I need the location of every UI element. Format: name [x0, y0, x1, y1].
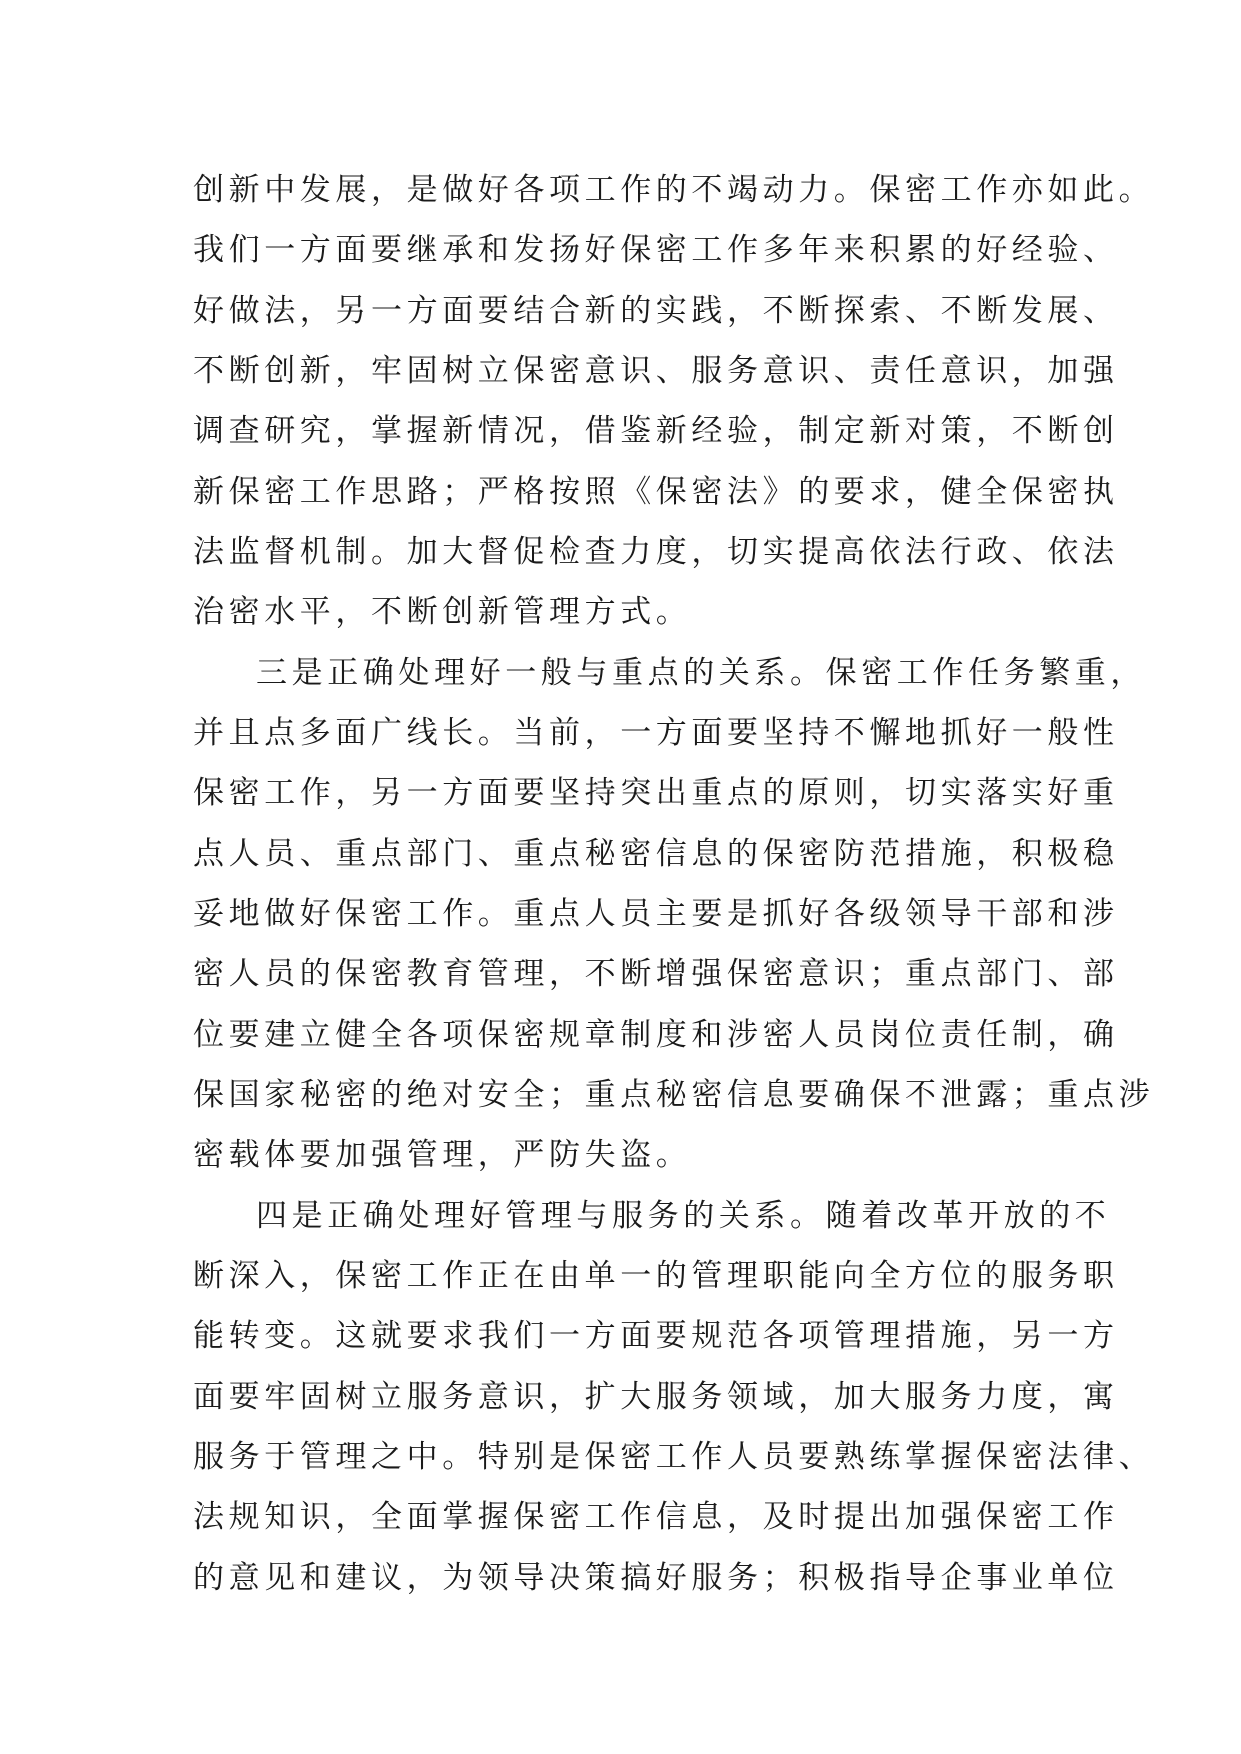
text-line: 并且点多面广线长。当前，一方面要坚持不懈地抓好一般性 — [193, 715, 1119, 751]
text-line: 不断创新，牢固树立保密意识、服务意识、责任意识，加强 — [193, 353, 1119, 389]
text-line: 新保密工作思路；严格按照《保密法》的要求，健全保密执 — [193, 474, 1119, 510]
text-line: 断深入，保密工作正在由单一的管理职能向全方位的服务职 — [193, 1258, 1119, 1294]
text-line: 能转变。这就要求我们一方面要规范各项管理措施，另一方 — [193, 1318, 1119, 1354]
text-line: 法规知识，全面掌握保密工作信息，及时提出加强保密工作 — [193, 1499, 1119, 1535]
text-line: 服务于管理之中。特别是保密工作人员要熟练掌握保密法律、 — [193, 1439, 1155, 1475]
text-line: 妥地做好保密工作。重点人员主要是抓好各级领导干部和涉 — [193, 896, 1119, 932]
text-line: 好做法，另一方面要结合新的实践，不断探索、不断发展、 — [193, 293, 1119, 329]
text-line: 创新中发展，是做好各项工作的不竭动力。保密工作亦如此。 — [193, 172, 1155, 208]
text-line: 我们一方面要继承和发扬好保密工作多年来积累的好经验、 — [193, 232, 1119, 268]
text-line: 密载体要加强管理，严防失盗。 — [193, 1137, 692, 1173]
paragraph-start-line: 四是正确处理好管理与服务的关系。随着改革开放的不 — [256, 1198, 1111, 1234]
paragraph-start-line: 三是正确处理好一般与重点的关系。保密工作任务繁重， — [256, 655, 1146, 691]
text-line: 治密水平，不断创新管理方式。 — [193, 594, 692, 630]
text-line: 保国家秘密的绝对安全；重点秘密信息要确保不泄露；重点涉 — [193, 1077, 1155, 1113]
text-line: 面要牢固树立服务意识，扩大服务领域，加大服务力度，寓 — [193, 1379, 1119, 1415]
text-line: 点人员、重点部门、重点秘密信息的保密防范措施，积极稳 — [193, 836, 1119, 872]
text-line: 位要建立健全各项保密规章制度和涉密人员岗位责任制，确 — [193, 1017, 1119, 1053]
text-line: 调查研究，掌握新情况，借鉴新经验，制定新对策，不断创 — [193, 413, 1119, 449]
text-line: 的意见和建议，为领导决策搞好服务；积极指导企事业单位 — [193, 1560, 1119, 1596]
text-line: 法监督机制。加大督促检查力度，切实提高依法行政、依法 — [193, 534, 1119, 570]
text-line: 密人员的保密教育管理，不断增强保密意识；重点部门、部 — [193, 956, 1119, 992]
text-line: 保密工作，另一方面要坚持突出重点的原则，切实落实好重 — [193, 775, 1119, 811]
